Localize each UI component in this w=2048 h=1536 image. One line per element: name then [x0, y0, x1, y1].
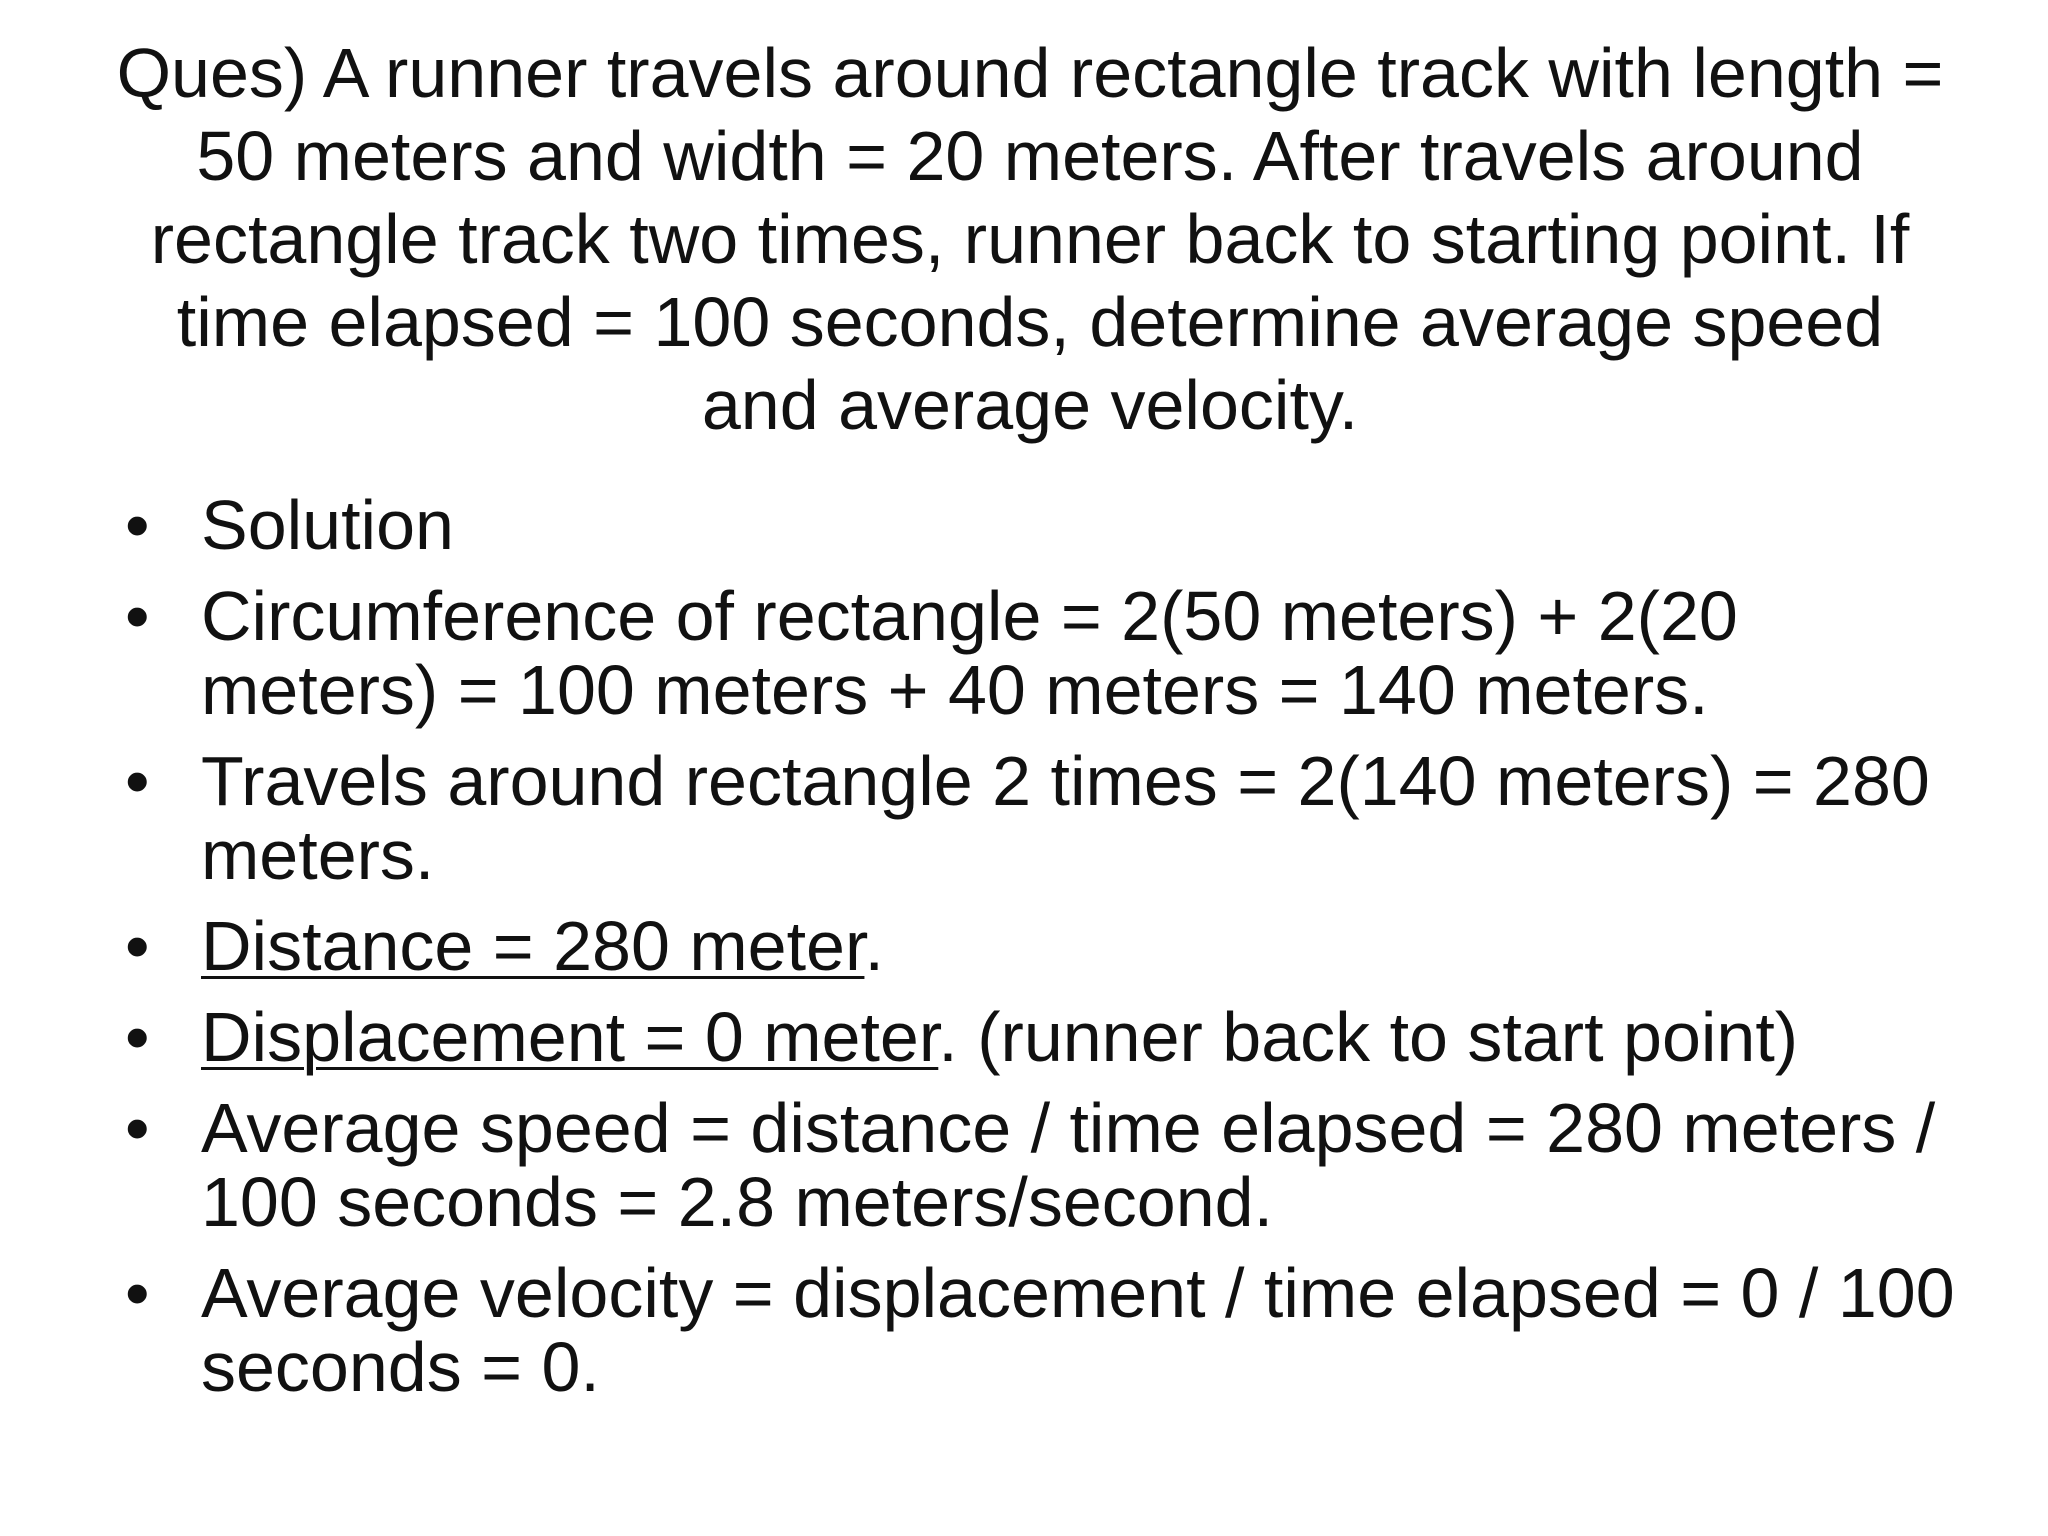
bullet-circumference-text: Circumference of rectangle = 2(50 meters) + 2(20 meters) = 100 meters + 40 meters = 140 meters. [201, 577, 1738, 729]
bullet-travels-text: Travels around rectangle 2 times = 2(140 meters) = 280 meters. [201, 742, 1930, 894]
bullet-average-velocity [125, 1256, 1985, 1404]
bullet-distance [125, 909, 1985, 983]
displacement-underlined-text: Displacement = 0 meter [201, 998, 939, 1076]
bullet-average-speed-text: Average speed = distance / time elapsed = 280 meters / 100 seconds = 2.8 meters/second. [201, 1089, 1936, 1241]
bullet-average-speed [125, 1091, 1985, 1239]
bullet-circumference [125, 579, 1985, 727]
bullet-solution [125, 488, 1985, 562]
displacement-rest-text: . (runner back to start point) [938, 998, 1799, 1076]
distance-underlined-text: Distance = 280 meter [201, 907, 865, 985]
question-text: Ques) A runner travels around rectangle track with length = 50 meters and width = 20 meters. After travels around rectangle track two times, runner back to starting point. If time elapsed = 100 seconds, determine average speed and average velocity. [116, 34, 1944, 444]
bullet-average-velocity-text: Average velocity = displacement / time elapsed = 0 / 100 seconds = 0. [201, 1254, 1955, 1406]
bullet-displacement [125, 1000, 1985, 1074]
bullet-travels [125, 744, 1985, 892]
bullet-solution-text: Solution [201, 486, 454, 564]
distance-rest-text: . [864, 907, 884, 985]
solution-list [125, 488, 1985, 1421]
